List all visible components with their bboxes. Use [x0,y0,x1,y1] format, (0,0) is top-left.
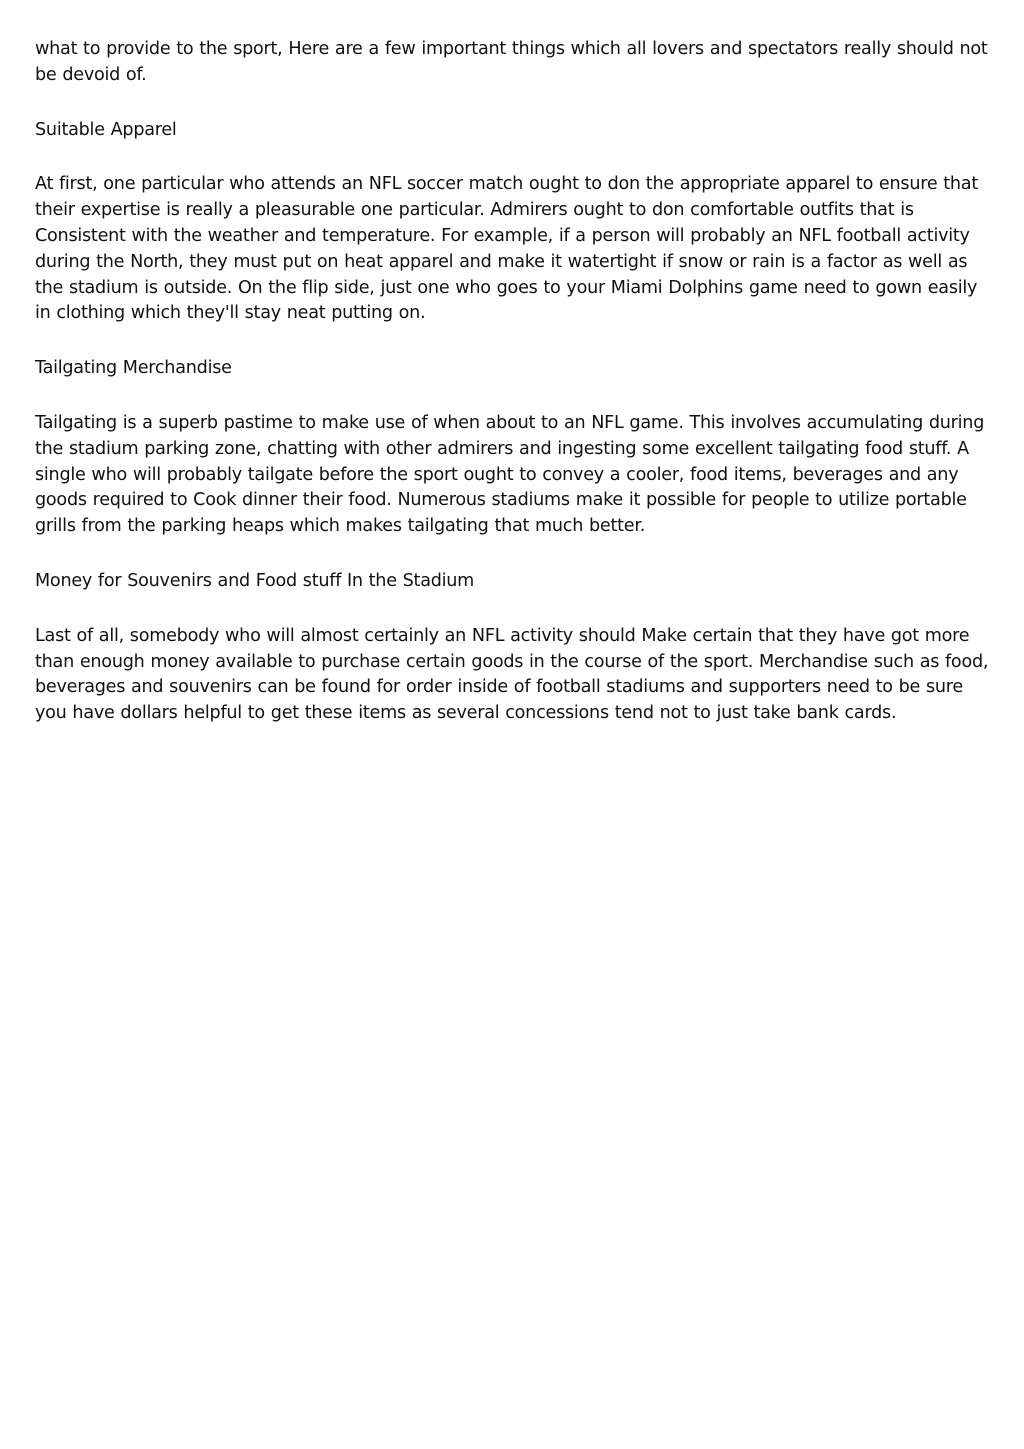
document-page [35,37,995,756]
section-body-suitable-apparel: At first, one particular who attends an NFL soccer match ought to don the appropriate apparel to ensure that their expertise is really a pleasurable one particular. Admirers ought to don comfortable outfits that is Consistent with the weather and temperature. For example, if a person will probably an NFL football activity during the North, they must put on heat apparel and make it watertight if snow or rain is a factor as well as the stadium is outside. On the flip side, just one who goes to your Miami Dolphins game need to gown easily in clothing which they'll stay neat putting on. [35,174,978,324]
section-body-money-for-souvenirs: Last of all, somebody who will almost certainly an NFL activity should Make certain that they have got more than enough money available to purchase certain goods in the course of the sport. Merchandise such as food, beverages and souvenirs can be found for order inside of football stadiums and supporters need to be sure you have dollars helpful to get these items as several concessions tend not to just take bank cards. [35,625,989,724]
section-heading-money-for-souvenirs: Money for Souvenirs and Food stuff In the Stadium [35,570,475,591]
intro-paragraph: what to provide to the sport, Here are a few important things which all lovers and spectators really should not be devoid of. [35,39,988,85]
section-body-tailgating-merchandise: Tailgating is a superb pastime to make use of when about to an NFL game. This involves accumulating during the stadium parking zone, chatting with other admirers and ingesting some excellent tailgating food stuff. A single who will probably tailgate before the sport ought to convey a cooler, food items, beverages and any goods required to Cook dinner their food. Numerous stadiums make it possible for people to utilize portable grills from the parking heaps which makes tailgating that much better. [35,412,985,537]
section-heading-suitable-apparel: Suitable Apparel [35,119,177,140]
section-heading-tailgating-merchandise: Tailgating Merchandise [35,358,232,379]
